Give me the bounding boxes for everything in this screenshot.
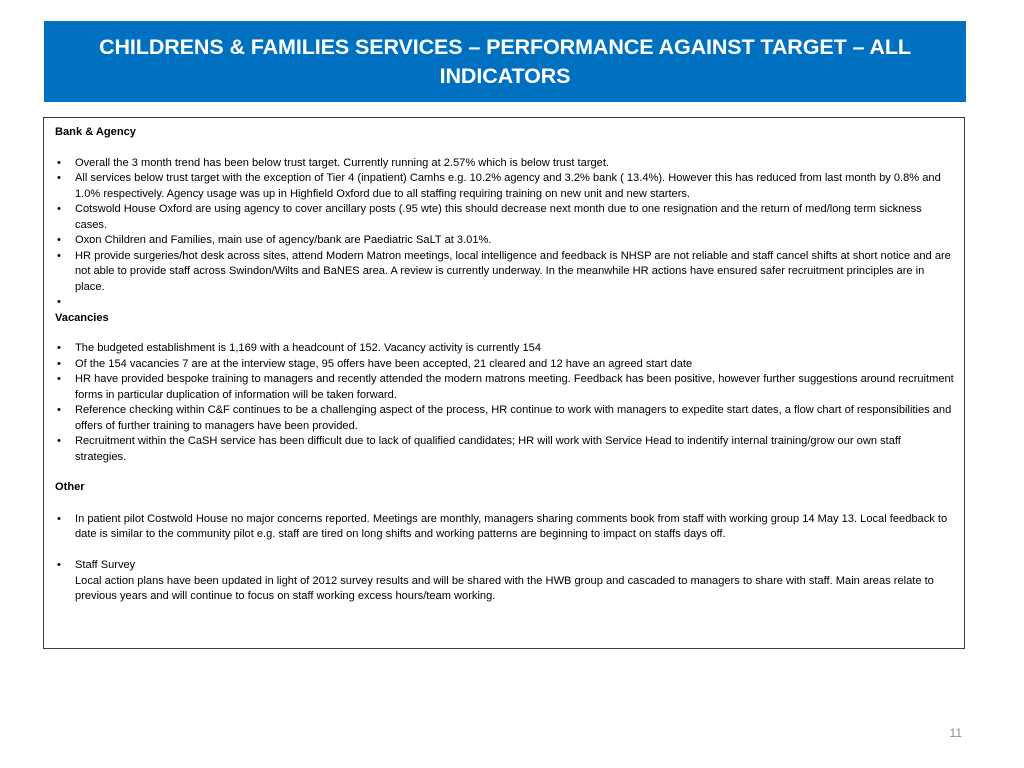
list-item: • Recruitment within the CaSH service has been difficult due to lack of qualified candidates; HR will work with Service Head to indentify internal training/grow our own staff strategies.	[55, 434, 954, 465]
title-banner	[44, 21, 966, 102]
list-item: • HR provide surgeries/hot desk across sites, attend Modern Matron meetings, local intelligence and feedback is NHSP are not reliable and staff cancel shifts at short notice and are not able to provide staff across Swindon/Wilts and BaNES area. A review is currently underway. In the meanwhile HR actions have ensured safer recruitment principles are in place.	[55, 249, 954, 296]
spacer	[55, 543, 954, 559]
list-item: • The budgeted establishment is 1,169 with a headcount of 152. Vacancy activity is currently 154	[55, 341, 954, 357]
staff-survey-list	[55, 558, 954, 574]
bank-agency-list	[55, 156, 954, 311]
list-item: • Overall the 3 month trend has been below trust target. Currently running at 2.57% which is below trust target.	[55, 156, 954, 172]
list-item: • All services below trust target with the exception of Tier 4 (inpatient) Camhs e.g. 10.2% agency and 3.2% bank ( 13.4%). However this has reduced from last month by 0.8% and 1.0% respectively. Agency usage was up in Highfield Oxford due to all staffing requiring training on new unit and new starters.	[55, 171, 954, 202]
list-item: • Of the 154 vacancies 7 are at the interview stage, 95 offers have been accepted, 21 cleared and 12 have an agreed start date	[55, 357, 954, 373]
vacancies-heading: Vacancies	[55, 311, 109, 324]
content-panel	[43, 117, 965, 649]
list-item: • Reference checking within C&F continues to be a challenging aspect of the process, HR continue to work with managers to expedite start dates, a flow chart of responsibilities and offers of further training to managers have been provided.	[55, 403, 954, 434]
other-heading: Other	[55, 481, 85, 493]
other-list	[55, 512, 954, 543]
list-item: • HR have provided bespoke training to managers and recently attended the modern matrons meeting. Feedback has been positive, however further suggestions around recruitment forms in particular duplication of information will be taken forward.	[55, 372, 954, 403]
staff-survey-text: Local action plans have been updated in light of 2012 survey results and will be shared with the HWB group and cascaded to managers to share with staff. Main areas relate to previous years and will continue to focus on staff working excess hours/team working.	[75, 574, 934, 602]
empty-list-item	[55, 295, 954, 311]
vacancies-list	[55, 341, 954, 465]
list-item: • Staff Survey	[55, 558, 954, 574]
list-item: • Oxon Children and Families, main use of agency/bank are Paediatric SaLT at 3.01%.	[55, 233, 954, 249]
list-item: • In patient pilot Costwold House no major concerns reported. Meetings are monthly, managers sharing comments book from staff with working group 14 May 13. Local feedback to date is similar to the community pilot e.g. staff are tired on long shifts and working patterns are beginning to impact on staffs days off.	[55, 512, 954, 543]
bank-agency-heading: Bank & Agency	[55, 126, 136, 138]
page-number: 11	[949, 726, 962, 740]
list-item: • Cotswold House Oxford are using agency to cover ancillary posts (.95 wte) this should decrease next month due to one resignation and the return of med/long term sickness cases.	[55, 202, 954, 233]
slide-title: CHILDRENS & FAMILIES SERVICES – PERFORMANCE AGAINST TARGET – ALL INDICATORS	[99, 34, 911, 88]
